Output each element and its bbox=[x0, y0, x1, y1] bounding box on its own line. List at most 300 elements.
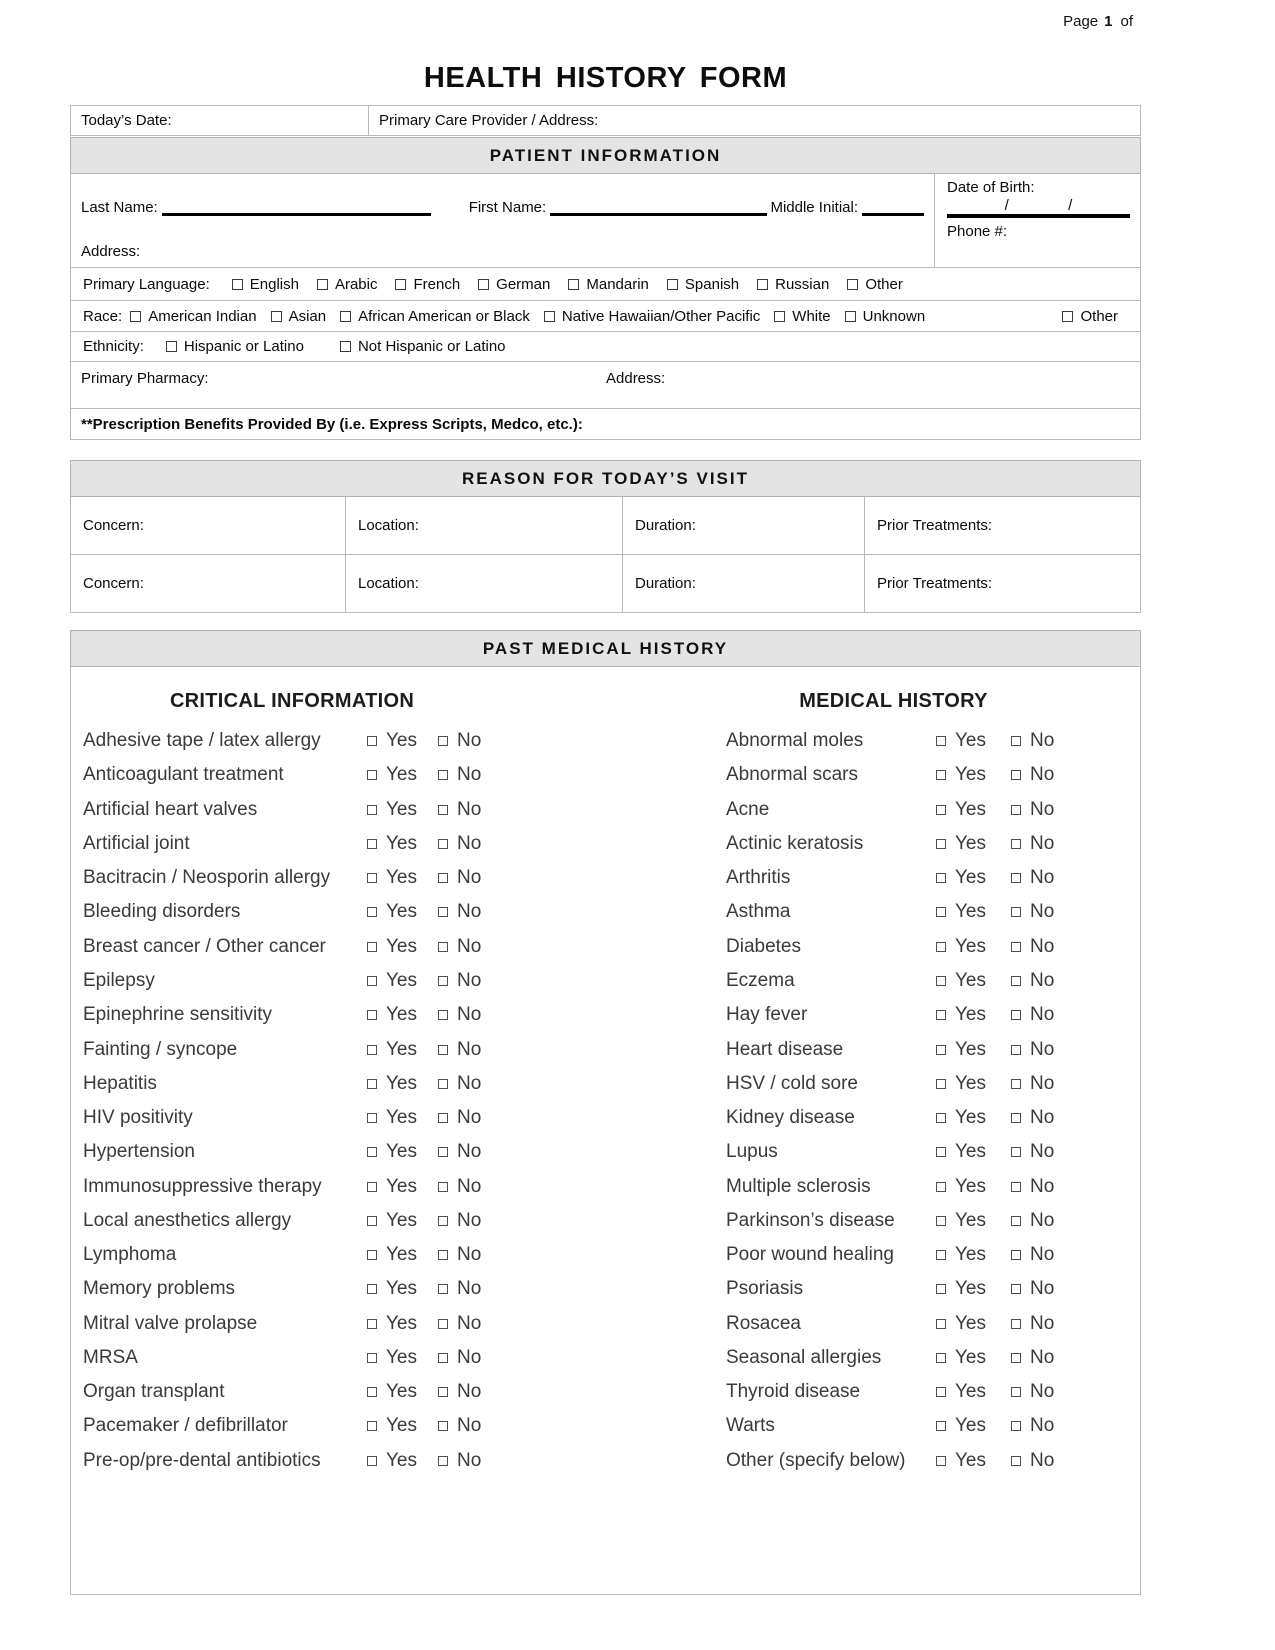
race-option-label: Native Hawaiian/Other Pacific bbox=[561, 307, 761, 325]
no-label: No bbox=[1030, 935, 1055, 957]
race-checkbox[interactable] bbox=[271, 311, 282, 322]
no-checkbox[interactable] bbox=[438, 1250, 448, 1260]
yes-checkbox[interactable] bbox=[367, 1079, 377, 1089]
checklist-row bbox=[726, 1067, 1071, 1101]
no-option bbox=[438, 901, 501, 923]
race-checkbox[interactable] bbox=[544, 311, 555, 322]
language-option-label: Russian bbox=[775, 275, 830, 293]
language-option-label: German bbox=[496, 275, 551, 293]
yes-checkbox[interactable] bbox=[936, 1387, 946, 1397]
yes-option bbox=[936, 1141, 1011, 1163]
yes-label: Yes bbox=[386, 901, 417, 923]
yes-label: Yes bbox=[955, 1038, 986, 1060]
no-checkbox[interactable] bbox=[438, 770, 448, 780]
yes-option bbox=[367, 730, 438, 752]
prior-treatments-cell[interactable] bbox=[865, 555, 1140, 612]
condition-label: Kidney disease bbox=[726, 1107, 855, 1129]
yes-checkbox[interactable] bbox=[936, 1319, 946, 1329]
no-label: No bbox=[1030, 1346, 1055, 1368]
yes-checkbox[interactable] bbox=[367, 770, 377, 780]
yes-checkbox[interactable] bbox=[367, 1284, 377, 1294]
language-option-label: Arabic bbox=[334, 275, 378, 293]
past-medical-history-header: PAST MEDICAL HISTORY bbox=[70, 630, 1141, 667]
race-option-label: Other bbox=[1080, 307, 1118, 325]
checklist-row bbox=[83, 1444, 513, 1478]
yes-option bbox=[367, 1415, 438, 1437]
checklist-row bbox=[83, 998, 513, 1032]
no-option bbox=[1011, 1415, 1071, 1437]
condition-label: Seasonal allergies bbox=[726, 1346, 882, 1368]
no-checkbox[interactable] bbox=[438, 1216, 448, 1226]
no-checkbox[interactable] bbox=[438, 942, 448, 952]
no-checkbox[interactable] bbox=[438, 1387, 448, 1397]
yes-option bbox=[936, 730, 1011, 752]
yes-option bbox=[367, 1107, 438, 1129]
dob-slash: / bbox=[1068, 197, 1073, 214]
yes-checkbox[interactable] bbox=[936, 805, 946, 815]
no-label: No bbox=[457, 901, 482, 923]
no-checkbox[interactable] bbox=[438, 1284, 448, 1294]
yes-checkbox[interactable] bbox=[367, 1456, 377, 1466]
language-checkbox[interactable] bbox=[757, 279, 768, 290]
no-option bbox=[1011, 1039, 1071, 1061]
condition-label: HSV / cold sore bbox=[726, 1072, 858, 1094]
concern-cell[interactable] bbox=[71, 555, 346, 612]
race-option-label: American Indian bbox=[148, 307, 257, 325]
patient-information-header: PATIENT INFORMATION bbox=[70, 137, 1141, 174]
checklist-row bbox=[83, 930, 513, 964]
no-checkbox[interactable] bbox=[1011, 1250, 1021, 1260]
no-label: No bbox=[457, 730, 482, 752]
yes-checkbox[interactable] bbox=[936, 1147, 946, 1157]
form-title: HEALTH HISTORY FORM bbox=[423, 62, 788, 94]
health-history-form bbox=[70, 0, 1141, 1471]
no-option bbox=[438, 1141, 501, 1163]
yes-checkbox[interactable] bbox=[936, 873, 946, 883]
yes-option bbox=[936, 1313, 1011, 1335]
yes-option bbox=[936, 1415, 1011, 1437]
no-checkbox[interactable] bbox=[1011, 839, 1021, 849]
yes-label: Yes bbox=[955, 764, 986, 786]
checklist-row bbox=[83, 793, 513, 827]
yes-label: Yes bbox=[386, 1278, 417, 1300]
yes-checkbox[interactable] bbox=[936, 1216, 946, 1226]
first-name-input-line[interactable] bbox=[550, 186, 767, 216]
race-checkbox[interactable] bbox=[1062, 311, 1073, 322]
condition-label: Hypertension bbox=[83, 1141, 195, 1163]
no-option bbox=[438, 1450, 501, 1472]
ethnicity-options bbox=[166, 338, 1128, 355]
no-label: No bbox=[457, 867, 482, 889]
yes-checkbox[interactable] bbox=[367, 1216, 377, 1226]
primary-language-options bbox=[232, 276, 1128, 293]
yes-checkbox[interactable] bbox=[367, 1250, 377, 1260]
location-label: Location: bbox=[358, 517, 419, 534]
yes-checkbox[interactable] bbox=[367, 1182, 377, 1192]
language-option bbox=[757, 276, 829, 293]
yes-option bbox=[936, 1450, 1011, 1472]
yes-option bbox=[936, 764, 1011, 786]
yes-checkbox[interactable] bbox=[936, 1113, 946, 1123]
no-label: No bbox=[1030, 1381, 1055, 1403]
language-option-label: Other bbox=[865, 275, 903, 293]
no-option bbox=[1011, 1004, 1071, 1026]
yes-label: Yes bbox=[955, 969, 986, 991]
primary-language-label: Primary Language: bbox=[83, 275, 210, 293]
no-label: No bbox=[1030, 1107, 1055, 1129]
condition-label: Heart disease bbox=[726, 1038, 844, 1060]
yes-option bbox=[936, 901, 1011, 923]
no-checkbox[interactable] bbox=[1011, 1284, 1021, 1294]
no-option bbox=[438, 1039, 501, 1061]
primary-pharmacy-row[interactable] bbox=[70, 362, 1141, 409]
dob-slash: / bbox=[1004, 197, 1009, 214]
race-option bbox=[130, 308, 256, 325]
yes-checkbox[interactable] bbox=[936, 1250, 946, 1260]
no-checkbox[interactable] bbox=[1011, 1387, 1021, 1397]
checklist-row bbox=[726, 1101, 1071, 1135]
no-checkbox[interactable] bbox=[438, 1421, 448, 1431]
condition-label: Anticoagulant treatment bbox=[83, 764, 284, 786]
checklist-row bbox=[726, 1032, 1071, 1066]
race-option-label: Asian bbox=[288, 307, 327, 325]
no-checkbox[interactable] bbox=[438, 1353, 448, 1363]
yes-label: Yes bbox=[386, 798, 417, 820]
todays-date-cell[interactable] bbox=[71, 106, 369, 135]
yes-checkbox[interactable] bbox=[367, 1113, 377, 1123]
no-option bbox=[438, 1073, 501, 1095]
language-checkbox[interactable] bbox=[847, 279, 858, 290]
yes-option bbox=[936, 1176, 1011, 1198]
yes-checkbox[interactable] bbox=[367, 1010, 377, 1020]
checklist-row bbox=[726, 1307, 1071, 1341]
checklist-row bbox=[726, 758, 1071, 792]
no-option bbox=[1011, 901, 1071, 923]
checklist-row bbox=[726, 1409, 1071, 1443]
no-checkbox[interactable] bbox=[438, 976, 448, 986]
language-checkbox[interactable] bbox=[478, 279, 489, 290]
yes-checkbox[interactable] bbox=[367, 1319, 377, 1329]
no-checkbox[interactable] bbox=[1011, 942, 1021, 952]
yes-checkbox[interactable] bbox=[936, 942, 946, 952]
no-option bbox=[438, 970, 501, 992]
condition-label: Lymphoma bbox=[83, 1244, 177, 1266]
yes-checkbox[interactable] bbox=[936, 736, 946, 746]
condition-label: Hay fever bbox=[726, 1004, 808, 1026]
concern-label: Concern: bbox=[83, 575, 144, 592]
ethnicity-option-label: Not Hispanic or Latino bbox=[357, 338, 506, 355]
yes-label: Yes bbox=[955, 935, 986, 957]
yes-option bbox=[936, 1381, 1011, 1403]
critical-information-heading: CRITICAL INFORMATION bbox=[169, 690, 415, 712]
no-label: No bbox=[1030, 867, 1055, 889]
no-checkbox[interactable] bbox=[1011, 1319, 1021, 1329]
no-checkbox[interactable] bbox=[1011, 1421, 1021, 1431]
language-checkbox[interactable] bbox=[232, 279, 243, 290]
top-fields-row bbox=[70, 105, 1141, 136]
no-checkbox[interactable] bbox=[1011, 1045, 1021, 1055]
yes-option bbox=[367, 1141, 438, 1163]
no-checkbox[interactable] bbox=[1011, 1079, 1021, 1089]
no-checkbox[interactable] bbox=[438, 1319, 448, 1329]
yes-checkbox[interactable] bbox=[367, 1147, 377, 1157]
yes-checkbox[interactable] bbox=[367, 839, 377, 849]
yes-option bbox=[367, 867, 438, 889]
patient-information-box bbox=[70, 173, 1141, 268]
yes-label: Yes bbox=[955, 1141, 986, 1163]
yes-label: Yes bbox=[955, 1312, 986, 1334]
language-checkbox[interactable] bbox=[568, 279, 579, 290]
reason-for-visit-table bbox=[70, 497, 1141, 613]
yes-option bbox=[367, 1450, 438, 1472]
checklist-row bbox=[83, 1307, 513, 1341]
yes-label: Yes bbox=[955, 1072, 986, 1094]
no-checkbox[interactable] bbox=[1011, 1010, 1021, 1020]
no-checkbox[interactable] bbox=[1011, 1113, 1021, 1123]
no-checkbox[interactable] bbox=[1011, 1216, 1021, 1226]
no-checkbox[interactable] bbox=[1011, 873, 1021, 883]
no-label: No bbox=[1030, 1141, 1055, 1163]
no-checkbox[interactable] bbox=[438, 873, 448, 883]
no-checkbox[interactable] bbox=[438, 1182, 448, 1192]
race-option bbox=[340, 308, 530, 325]
ethnicity-checkbox[interactable] bbox=[340, 341, 351, 352]
yes-checkbox[interactable] bbox=[367, 805, 377, 815]
no-checkbox[interactable] bbox=[438, 805, 448, 815]
condition-label: Psoriasis bbox=[726, 1278, 804, 1300]
race-option-label: White bbox=[792, 307, 831, 325]
prescription-benefits-label: **Prescription Benefits Provided By (i.e. Express Scripts, Medco, etc.): bbox=[81, 415, 583, 433]
yes-option bbox=[367, 833, 438, 855]
language-option bbox=[847, 276, 903, 293]
ethnicity-checkbox[interactable] bbox=[166, 341, 177, 352]
yes-checkbox[interactable] bbox=[936, 770, 946, 780]
no-label: No bbox=[457, 798, 482, 820]
checklist-row bbox=[726, 1169, 1071, 1203]
checklist-row bbox=[83, 1101, 513, 1135]
condition-label: MRSA bbox=[83, 1346, 138, 1368]
no-label: No bbox=[457, 1244, 482, 1266]
yes-checkbox[interactable] bbox=[936, 1421, 946, 1431]
condition-label: Adhesive tape / latex allergy bbox=[83, 730, 321, 752]
yes-checkbox[interactable] bbox=[367, 1353, 377, 1363]
condition-label: Arthritis bbox=[726, 867, 791, 889]
yes-label: Yes bbox=[955, 1415, 986, 1437]
race-option bbox=[271, 308, 327, 325]
yes-option bbox=[936, 799, 1011, 821]
checklist-row bbox=[726, 724, 1071, 758]
concern-cell[interactable] bbox=[71, 497, 346, 554]
no-label: No bbox=[1030, 832, 1055, 854]
yes-checkbox[interactable] bbox=[936, 1456, 946, 1466]
race-checkbox[interactable] bbox=[845, 311, 856, 322]
yes-option bbox=[936, 1278, 1011, 1300]
no-label: No bbox=[457, 1038, 482, 1060]
location-cell[interactable] bbox=[346, 497, 623, 554]
yes-label: Yes bbox=[386, 1107, 417, 1129]
checklist-row bbox=[726, 793, 1071, 827]
language-checkbox[interactable] bbox=[667, 279, 678, 290]
yes-checkbox[interactable] bbox=[936, 976, 946, 986]
no-label: No bbox=[1030, 798, 1055, 820]
yes-option bbox=[367, 1176, 438, 1198]
no-label: No bbox=[457, 832, 482, 854]
no-checkbox[interactable] bbox=[438, 1079, 448, 1089]
phone-label: Phone #: bbox=[947, 223, 1008, 240]
location-cell[interactable] bbox=[346, 555, 623, 612]
checklist-row bbox=[83, 1032, 513, 1066]
language-checkbox[interactable] bbox=[395, 279, 406, 290]
no-label: No bbox=[457, 1312, 482, 1334]
no-checkbox[interactable] bbox=[1011, 736, 1021, 746]
no-checkbox[interactable] bbox=[1011, 1182, 1021, 1192]
checklist-row bbox=[726, 1375, 1071, 1409]
yes-label: Yes bbox=[955, 798, 986, 820]
no-option bbox=[1011, 1073, 1071, 1095]
language-option bbox=[317, 276, 378, 293]
pharmacy-address-label: Address: bbox=[606, 370, 666, 387]
no-checkbox[interactable] bbox=[1011, 1147, 1021, 1157]
yes-label: Yes bbox=[955, 1346, 986, 1368]
yes-option bbox=[367, 799, 438, 821]
page-label: Page bbox=[1063, 13, 1099, 30]
first-name-label: First Name: bbox=[468, 199, 547, 216]
yes-label: Yes bbox=[955, 832, 986, 854]
yes-label: Yes bbox=[955, 1175, 986, 1197]
middle-initial-input-line[interactable] bbox=[862, 186, 924, 216]
yes-label: Yes bbox=[955, 730, 986, 752]
yes-checkbox[interactable] bbox=[367, 736, 377, 746]
dob-input-line[interactable] bbox=[947, 197, 1130, 218]
no-checkbox[interactable] bbox=[438, 736, 448, 746]
condition-label: Breast cancer / Other cancer bbox=[83, 935, 326, 957]
no-option bbox=[1011, 1347, 1071, 1369]
primary-care-provider-cell[interactable] bbox=[369, 106, 1140, 135]
condition-label: Other (specify below) bbox=[726, 1449, 906, 1471]
reason-row-2 bbox=[71, 554, 1140, 612]
yes-option bbox=[936, 867, 1011, 889]
condition-label: Pre-op/pre-dental antibiotics bbox=[83, 1449, 321, 1471]
yes-label: Yes bbox=[386, 1141, 417, 1163]
yes-label: Yes bbox=[955, 867, 986, 889]
checklist-row bbox=[726, 930, 1071, 964]
checklist-row bbox=[83, 861, 513, 895]
no-checkbox[interactable] bbox=[1011, 770, 1021, 780]
yes-checkbox[interactable] bbox=[936, 1010, 946, 1020]
yes-checkbox[interactable] bbox=[367, 873, 377, 883]
yes-option bbox=[367, 901, 438, 923]
no-label: No bbox=[457, 969, 482, 991]
yes-checkbox[interactable] bbox=[367, 907, 377, 917]
yes-checkbox[interactable] bbox=[367, 1387, 377, 1397]
no-label: No bbox=[1030, 1072, 1055, 1094]
yes-label: Yes bbox=[386, 1244, 417, 1266]
duration-cell[interactable] bbox=[623, 497, 865, 554]
condition-label: Multiple sclerosis bbox=[726, 1175, 871, 1197]
prescription-benefits-row[interactable] bbox=[70, 409, 1141, 440]
medical-history-list bbox=[726, 724, 1071, 1478]
language-checkbox[interactable] bbox=[317, 279, 328, 290]
no-checkbox[interactable] bbox=[1011, 976, 1021, 986]
ethnicity-label: Ethnicity: bbox=[83, 338, 144, 355]
yes-checkbox[interactable] bbox=[936, 1079, 946, 1089]
yes-label: Yes bbox=[955, 1209, 986, 1231]
yes-label: Yes bbox=[386, 1038, 417, 1060]
yes-label: Yes bbox=[386, 935, 417, 957]
yes-checkbox[interactable] bbox=[936, 1353, 946, 1363]
condition-label: Immunosuppressive therapy bbox=[83, 1175, 322, 1197]
prior-treatments-cell[interactable] bbox=[865, 497, 1140, 554]
no-option bbox=[1011, 936, 1071, 958]
yes-checkbox[interactable] bbox=[367, 1421, 377, 1431]
no-label: No bbox=[457, 1415, 482, 1437]
condition-label: Abnormal moles bbox=[726, 730, 864, 752]
condition-label: HIV positivity bbox=[83, 1107, 193, 1129]
no-checkbox[interactable] bbox=[438, 1456, 448, 1466]
race-checkbox[interactable] bbox=[340, 311, 351, 322]
race-option-label: Unknown bbox=[862, 307, 926, 325]
no-checkbox[interactable] bbox=[438, 1147, 448, 1157]
address-label: Address: bbox=[81, 243, 141, 260]
duration-cell[interactable] bbox=[623, 555, 865, 612]
yes-checkbox[interactable] bbox=[936, 1182, 946, 1192]
no-checkbox[interactable] bbox=[1011, 805, 1021, 815]
reason-for-visit-header: REASON FOR TODAY’S VISIT bbox=[70, 460, 1141, 497]
no-label: No bbox=[457, 764, 482, 786]
no-checkbox[interactable] bbox=[438, 907, 448, 917]
yes-checkbox[interactable] bbox=[367, 1045, 377, 1055]
yes-checkbox[interactable] bbox=[367, 942, 377, 952]
no-checkbox[interactable] bbox=[438, 1113, 448, 1123]
no-label: No bbox=[1030, 969, 1055, 991]
no-checkbox[interactable] bbox=[1011, 907, 1021, 917]
checklist-row bbox=[83, 758, 513, 792]
yes-checkbox[interactable] bbox=[936, 839, 946, 849]
language-option bbox=[568, 276, 649, 293]
no-checkbox[interactable] bbox=[1011, 1353, 1021, 1363]
yes-option bbox=[367, 970, 438, 992]
last-name-label: Last Name: bbox=[81, 199, 158, 216]
condition-label: Epinephrine sensitivity bbox=[83, 1004, 273, 1026]
no-checkbox[interactable] bbox=[438, 1010, 448, 1020]
race-checkbox[interactable] bbox=[130, 311, 141, 322]
yes-label: Yes bbox=[386, 1312, 417, 1334]
yes-checkbox[interactable] bbox=[936, 1284, 946, 1294]
yes-label: Yes bbox=[386, 730, 417, 752]
no-checkbox[interactable] bbox=[438, 839, 448, 849]
no-label: No bbox=[1030, 1449, 1055, 1471]
condition-label: Acne bbox=[726, 798, 770, 820]
race-checkbox[interactable] bbox=[774, 311, 785, 322]
condition-label: Hepatitis bbox=[83, 1072, 157, 1094]
no-checkbox[interactable] bbox=[1011, 1456, 1021, 1466]
yes-label: Yes bbox=[386, 969, 417, 991]
yes-checkbox[interactable] bbox=[936, 1045, 946, 1055]
no-checkbox[interactable] bbox=[438, 1045, 448, 1055]
checklist-row bbox=[83, 1409, 513, 1443]
condition-label: Lupus bbox=[726, 1141, 778, 1163]
condition-label: Abnormal scars bbox=[726, 764, 858, 786]
no-option bbox=[438, 1347, 501, 1369]
yes-checkbox[interactable] bbox=[936, 907, 946, 917]
yes-checkbox[interactable] bbox=[367, 976, 377, 986]
no-option bbox=[1011, 1244, 1071, 1266]
yes-option bbox=[367, 1347, 438, 1369]
yes-label: Yes bbox=[386, 764, 417, 786]
ethnicity-option bbox=[166, 338, 304, 355]
last-name-input-line[interactable] bbox=[162, 186, 431, 216]
race-options bbox=[130, 308, 1128, 325]
